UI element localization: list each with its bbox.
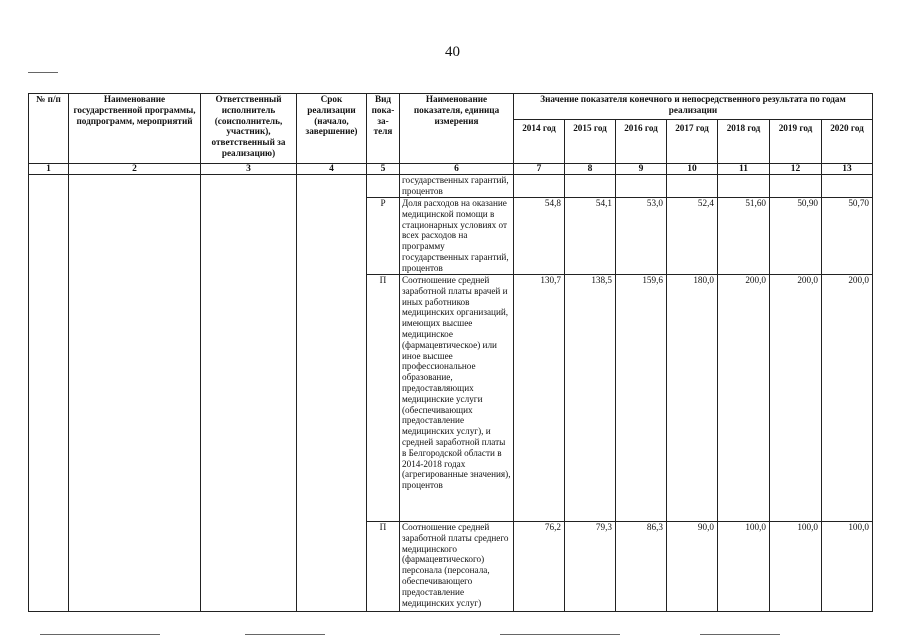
cell-value xyxy=(565,175,616,198)
cell-value: 100,0 xyxy=(770,522,822,612)
cell-value xyxy=(514,175,565,198)
scan-artifact-bottom-right xyxy=(500,634,620,635)
cell-type: Р xyxy=(367,198,400,275)
cell-term xyxy=(297,175,367,612)
column-number: 11 xyxy=(718,164,770,175)
cell-indicator: государственных гарантий, процентов xyxy=(400,175,514,198)
table-row xyxy=(29,175,873,198)
indicators-table xyxy=(28,93,873,612)
cell-value: 54,1 xyxy=(565,198,616,275)
cell-name xyxy=(69,175,201,612)
cell-value xyxy=(718,175,770,198)
cell-type: П xyxy=(367,275,400,522)
cell-value: 90,0 xyxy=(667,522,718,612)
header-executor: Ответственный исполнитель (соисполнитель, участник), ответственный за реализацию) xyxy=(201,94,297,164)
column-number: 4 xyxy=(297,164,367,175)
cell-no xyxy=(29,175,69,612)
header-year: 2014 год xyxy=(514,120,565,164)
column-number: 10 xyxy=(667,164,718,175)
cell-value: 52,4 xyxy=(667,198,718,275)
column-number: 1 xyxy=(29,164,69,175)
page-number: 40 xyxy=(445,44,460,60)
cell-value: 86,3 xyxy=(616,522,667,612)
column-number: 7 xyxy=(514,164,565,175)
cell-value: 76,2 xyxy=(514,522,565,612)
cell-indicator: Доля расходов на оказание медицинской помощи в стационарных условиях от всех расходов на программу государственных гарантий, процентов xyxy=(400,198,514,275)
cell-value: 100,0 xyxy=(718,522,770,612)
cell-value xyxy=(667,175,718,198)
column-number: 9 xyxy=(616,164,667,175)
column-number: 2 xyxy=(69,164,201,175)
scan-artifact-bottom-mid xyxy=(245,634,325,635)
header-year: 2016 год xyxy=(616,120,667,164)
header-no: № п/п xyxy=(29,94,69,164)
scan-artifact-top xyxy=(28,72,58,73)
cell-type xyxy=(367,175,400,198)
scan-artifact-bottom-left xyxy=(40,634,160,635)
header-year: 2017 год xyxy=(667,120,718,164)
indicators-table-wrapper xyxy=(28,93,873,612)
column-number-row xyxy=(29,164,873,175)
column-number: 3 xyxy=(201,164,297,175)
cell-value: 50,90 xyxy=(770,198,822,275)
header-year: 2018 год xyxy=(718,120,770,164)
cell-indicator: Соотношение средней заработной платы врачей и иных работников медицинских организаций, имеющих высшее медицинское (фармацевтическое) или иное высшее профессиональное образование, предоставляющих медицинские услуги (обеспечивающих предоставление медицинских услуг), и средней заработной платы в Белгородской области в 2014-2018 годах (агрегированные значения), процентов xyxy=(400,275,514,522)
header-name: Наименование государственной программы, подпрограмм, мероприятий xyxy=(69,94,201,164)
cell-executor xyxy=(201,175,297,612)
cell-value: 200,0 xyxy=(770,275,822,522)
cell-value xyxy=(616,175,667,198)
cell-value: 51,60 xyxy=(718,198,770,275)
cell-value xyxy=(770,175,822,198)
cell-value: 79,3 xyxy=(565,522,616,612)
header-value-group: Значение показателя конечного и непосредственного результата по годам реализации xyxy=(514,94,873,120)
cell-value: 50,70 xyxy=(822,198,873,275)
cell-value: 159,6 xyxy=(616,275,667,522)
cell-type: П xyxy=(367,522,400,612)
header-term: Срок реализации (начало, завершение) xyxy=(297,94,367,164)
cell-value: 180,0 xyxy=(667,275,718,522)
cell-value: 200,0 xyxy=(822,275,873,522)
column-number: 13 xyxy=(822,164,873,175)
cell-value: 53,0 xyxy=(616,198,667,275)
header-type: Вид пока-за-теля xyxy=(367,94,400,164)
cell-indicator: Соотношение средней заработной платы среднего медицинского (фармацевтического) персонала (персонала, обеспечивающего предоставление медицинских услуг) xyxy=(400,522,514,612)
cell-value: 138,5 xyxy=(565,275,616,522)
column-number: 8 xyxy=(565,164,616,175)
column-number: 12 xyxy=(770,164,822,175)
header-year: 2019 год xyxy=(770,120,822,164)
cell-value: 200,0 xyxy=(718,275,770,522)
cell-value: 54,8 xyxy=(514,198,565,275)
column-number: 5 xyxy=(367,164,400,175)
header-year: 2015 год xyxy=(565,120,616,164)
cell-value: 130,7 xyxy=(514,275,565,522)
scan-artifact-bottom-far xyxy=(700,634,780,635)
cell-value xyxy=(822,175,873,198)
column-number: 6 xyxy=(400,164,514,175)
cell-value: 100,0 xyxy=(822,522,873,612)
header-indicator: Наименование показателя, единица измерения xyxy=(400,94,514,164)
header-year: 2020 год xyxy=(822,120,873,164)
